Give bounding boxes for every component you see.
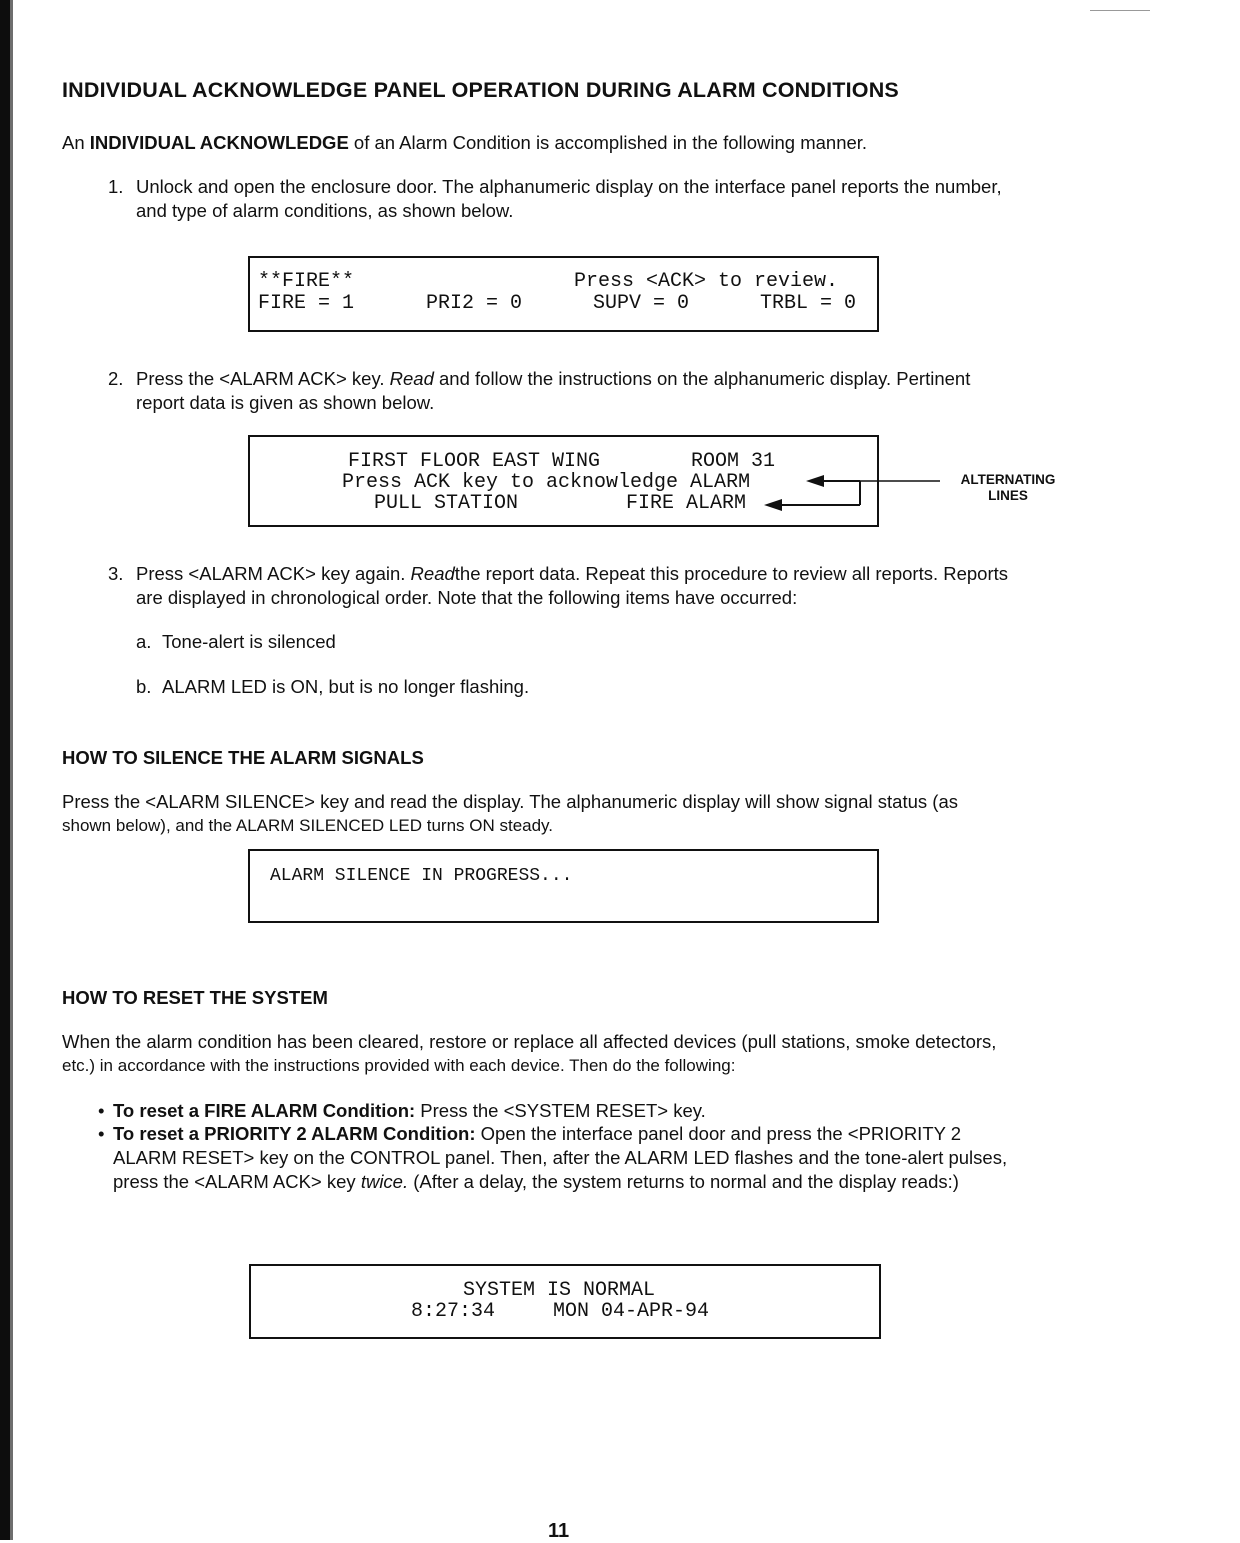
bullet-1-text: Press the <SYSTEM RESET> key. bbox=[420, 1100, 706, 1121]
lcd2-room: ROOM 31 bbox=[691, 450, 776, 473]
page-title: INDIVIDUAL ACKNOWLEDGE PANEL OPERATION DURING ALARM CONDITIONS bbox=[62, 78, 899, 102]
sub-item-a-text: Tone-alert is silenced bbox=[162, 631, 336, 652]
reset-line1: When the alarm condition has been cleared, restore or replace all affected devices (pull stations, smoke detectors, bbox=[62, 1031, 997, 1052]
intro-paragraph bbox=[62, 131, 867, 155]
step-1-line1: Unlock and open the enclosure door. The alphanumeric display on the interface panel reports the number, bbox=[136, 176, 1002, 197]
lcd1-review-prompt: Press <ACK> to review. bbox=[574, 270, 839, 293]
step-3-post: the report data. Repeat this procedure to review all reports. Reports bbox=[454, 563, 1009, 584]
arrow-line2-icon bbox=[806, 475, 824, 487]
silence-line1: Press the <ALARM SILENCE> key and read the display. The alphanumeric display will show signal status (as bbox=[62, 791, 958, 812]
page-binding-edge bbox=[0, 0, 10, 1540]
step-3-italic: Read bbox=[410, 563, 455, 584]
lcd2-location: FIRST FLOOR EAST WING bbox=[348, 450, 601, 473]
page-number: 11 bbox=[548, 1520, 570, 1542]
step-3-line1 bbox=[136, 562, 1008, 586]
bullet-1-icon: • bbox=[98, 1100, 105, 1121]
sub-item-b-text: ALARM LED is ON, but is no longer flashing. bbox=[162, 676, 530, 697]
bullet-pri2-reset-line2: ALARM RESET> key on the CONTROL panel. Then, after the ALARM LED flashes and the tone-alert pulses, bbox=[113, 1147, 1008, 1168]
arrow-line3 bbox=[760, 494, 864, 518]
lcd2-device: PULL STATION bbox=[374, 492, 519, 515]
scan-artifact-line bbox=[1090, 10, 1150, 11]
lcd1-trbl-count: TRBL = 0 bbox=[760, 292, 857, 315]
lcd1-fire-count: FIRE = 1 bbox=[258, 292, 355, 315]
step-2-line2: report data is given as shown below. bbox=[136, 392, 435, 413]
step-3-line2: are displayed in chronological order. Note that the following items have occurred: bbox=[136, 587, 798, 608]
alternating-label-line2: LINES bbox=[988, 488, 1028, 503]
bullet-pri2-reset-line1 bbox=[113, 1122, 961, 1146]
lcd1-supv-count: SUPV = 0 bbox=[593, 292, 690, 315]
bullet-2-text: Open the interface panel door and press the <PRIORITY 2 bbox=[480, 1123, 962, 1144]
bullet-2-line3-italic: twice. bbox=[360, 1171, 409, 1192]
lcd4-status: SYSTEM IS NORMAL bbox=[463, 1279, 656, 1302]
step-1-number: 1. bbox=[108, 176, 124, 197]
step-3-pre: Press <ALARM ACK> key again. bbox=[136, 563, 406, 584]
reset-section-heading: HOW TO RESET THE SYSTEM bbox=[62, 987, 328, 1008]
alternating-lines-label bbox=[948, 472, 1068, 504]
step-2-post: and follow the instructions on the alphanumeric display. Pertinent bbox=[439, 368, 971, 389]
intro-bold: INDIVIDUAL ACKNOWLEDGE bbox=[89, 132, 349, 153]
step-2-italic: Read bbox=[389, 368, 434, 389]
step-2-number: 2. bbox=[108, 368, 124, 389]
intro-prefix: An bbox=[62, 132, 85, 153]
bullet-2-icon: • bbox=[98, 1123, 105, 1144]
reset-line2: etc.) in accordance with the instructions provided with each device. Then do the following: bbox=[62, 1056, 736, 1075]
sub-item-a-label: a. bbox=[136, 631, 152, 652]
lcd4-time: 8:27:34 bbox=[411, 1300, 496, 1323]
bullet-2-bold: To reset a PRIORITY 2 ALARM Condition: bbox=[113, 1123, 476, 1144]
lcd1-pri2-count: PRI2 = 0 bbox=[426, 292, 523, 315]
bullet-pri2-reset-line3 bbox=[113, 1170, 959, 1194]
alternating-label-line1: ALTERNATING bbox=[960, 472, 1056, 487]
lcd-display-fire-summary bbox=[248, 256, 879, 332]
page-binding-shadow bbox=[10, 0, 13, 1540]
lcd2-alarm-type: FIRE ALARM bbox=[626, 492, 747, 515]
silence-section-heading: HOW TO SILENCE THE ALARM SIGNALS bbox=[62, 747, 424, 768]
step-1-line2: and type of alarm conditions, as shown below. bbox=[136, 200, 514, 221]
bullet-1-bold: To reset a FIRE ALARM Condition: bbox=[113, 1100, 416, 1121]
step-2-line1 bbox=[136, 367, 970, 391]
lcd-display-alarm-silence bbox=[248, 849, 879, 923]
lcd2-ack-instruction: Press ACK key to acknowledge ALARM bbox=[342, 471, 751, 494]
bullet-2-line3-pre: press the <ALARM ACK> key bbox=[113, 1171, 356, 1192]
arrow-line3-head-icon bbox=[764, 499, 782, 511]
lcd-display-system-normal bbox=[249, 1264, 881, 1339]
lcd4-date: MON 04-APR-94 bbox=[553, 1300, 710, 1323]
sub-item-b-label: b. bbox=[136, 676, 152, 697]
step-2-pre: Press the <ALARM ACK> key. bbox=[136, 368, 385, 389]
lcd1-fire-header: **FIRE** bbox=[258, 270, 355, 293]
lcd3-silence-text: ALARM SILENCE IN PROGRESS... bbox=[270, 866, 573, 886]
step-3-number: 3. bbox=[108, 563, 124, 584]
bullet-2-line3-post: (After a delay, the system returns to normal and the display reads:) bbox=[413, 1171, 959, 1192]
intro-rest: of an Alarm Condition is accomplished in the following manner. bbox=[353, 132, 868, 153]
silence-line2: shown below), and the ALARM SILENCED LED turns ON steady. bbox=[62, 816, 554, 835]
bullet-fire-reset bbox=[113, 1099, 706, 1123]
